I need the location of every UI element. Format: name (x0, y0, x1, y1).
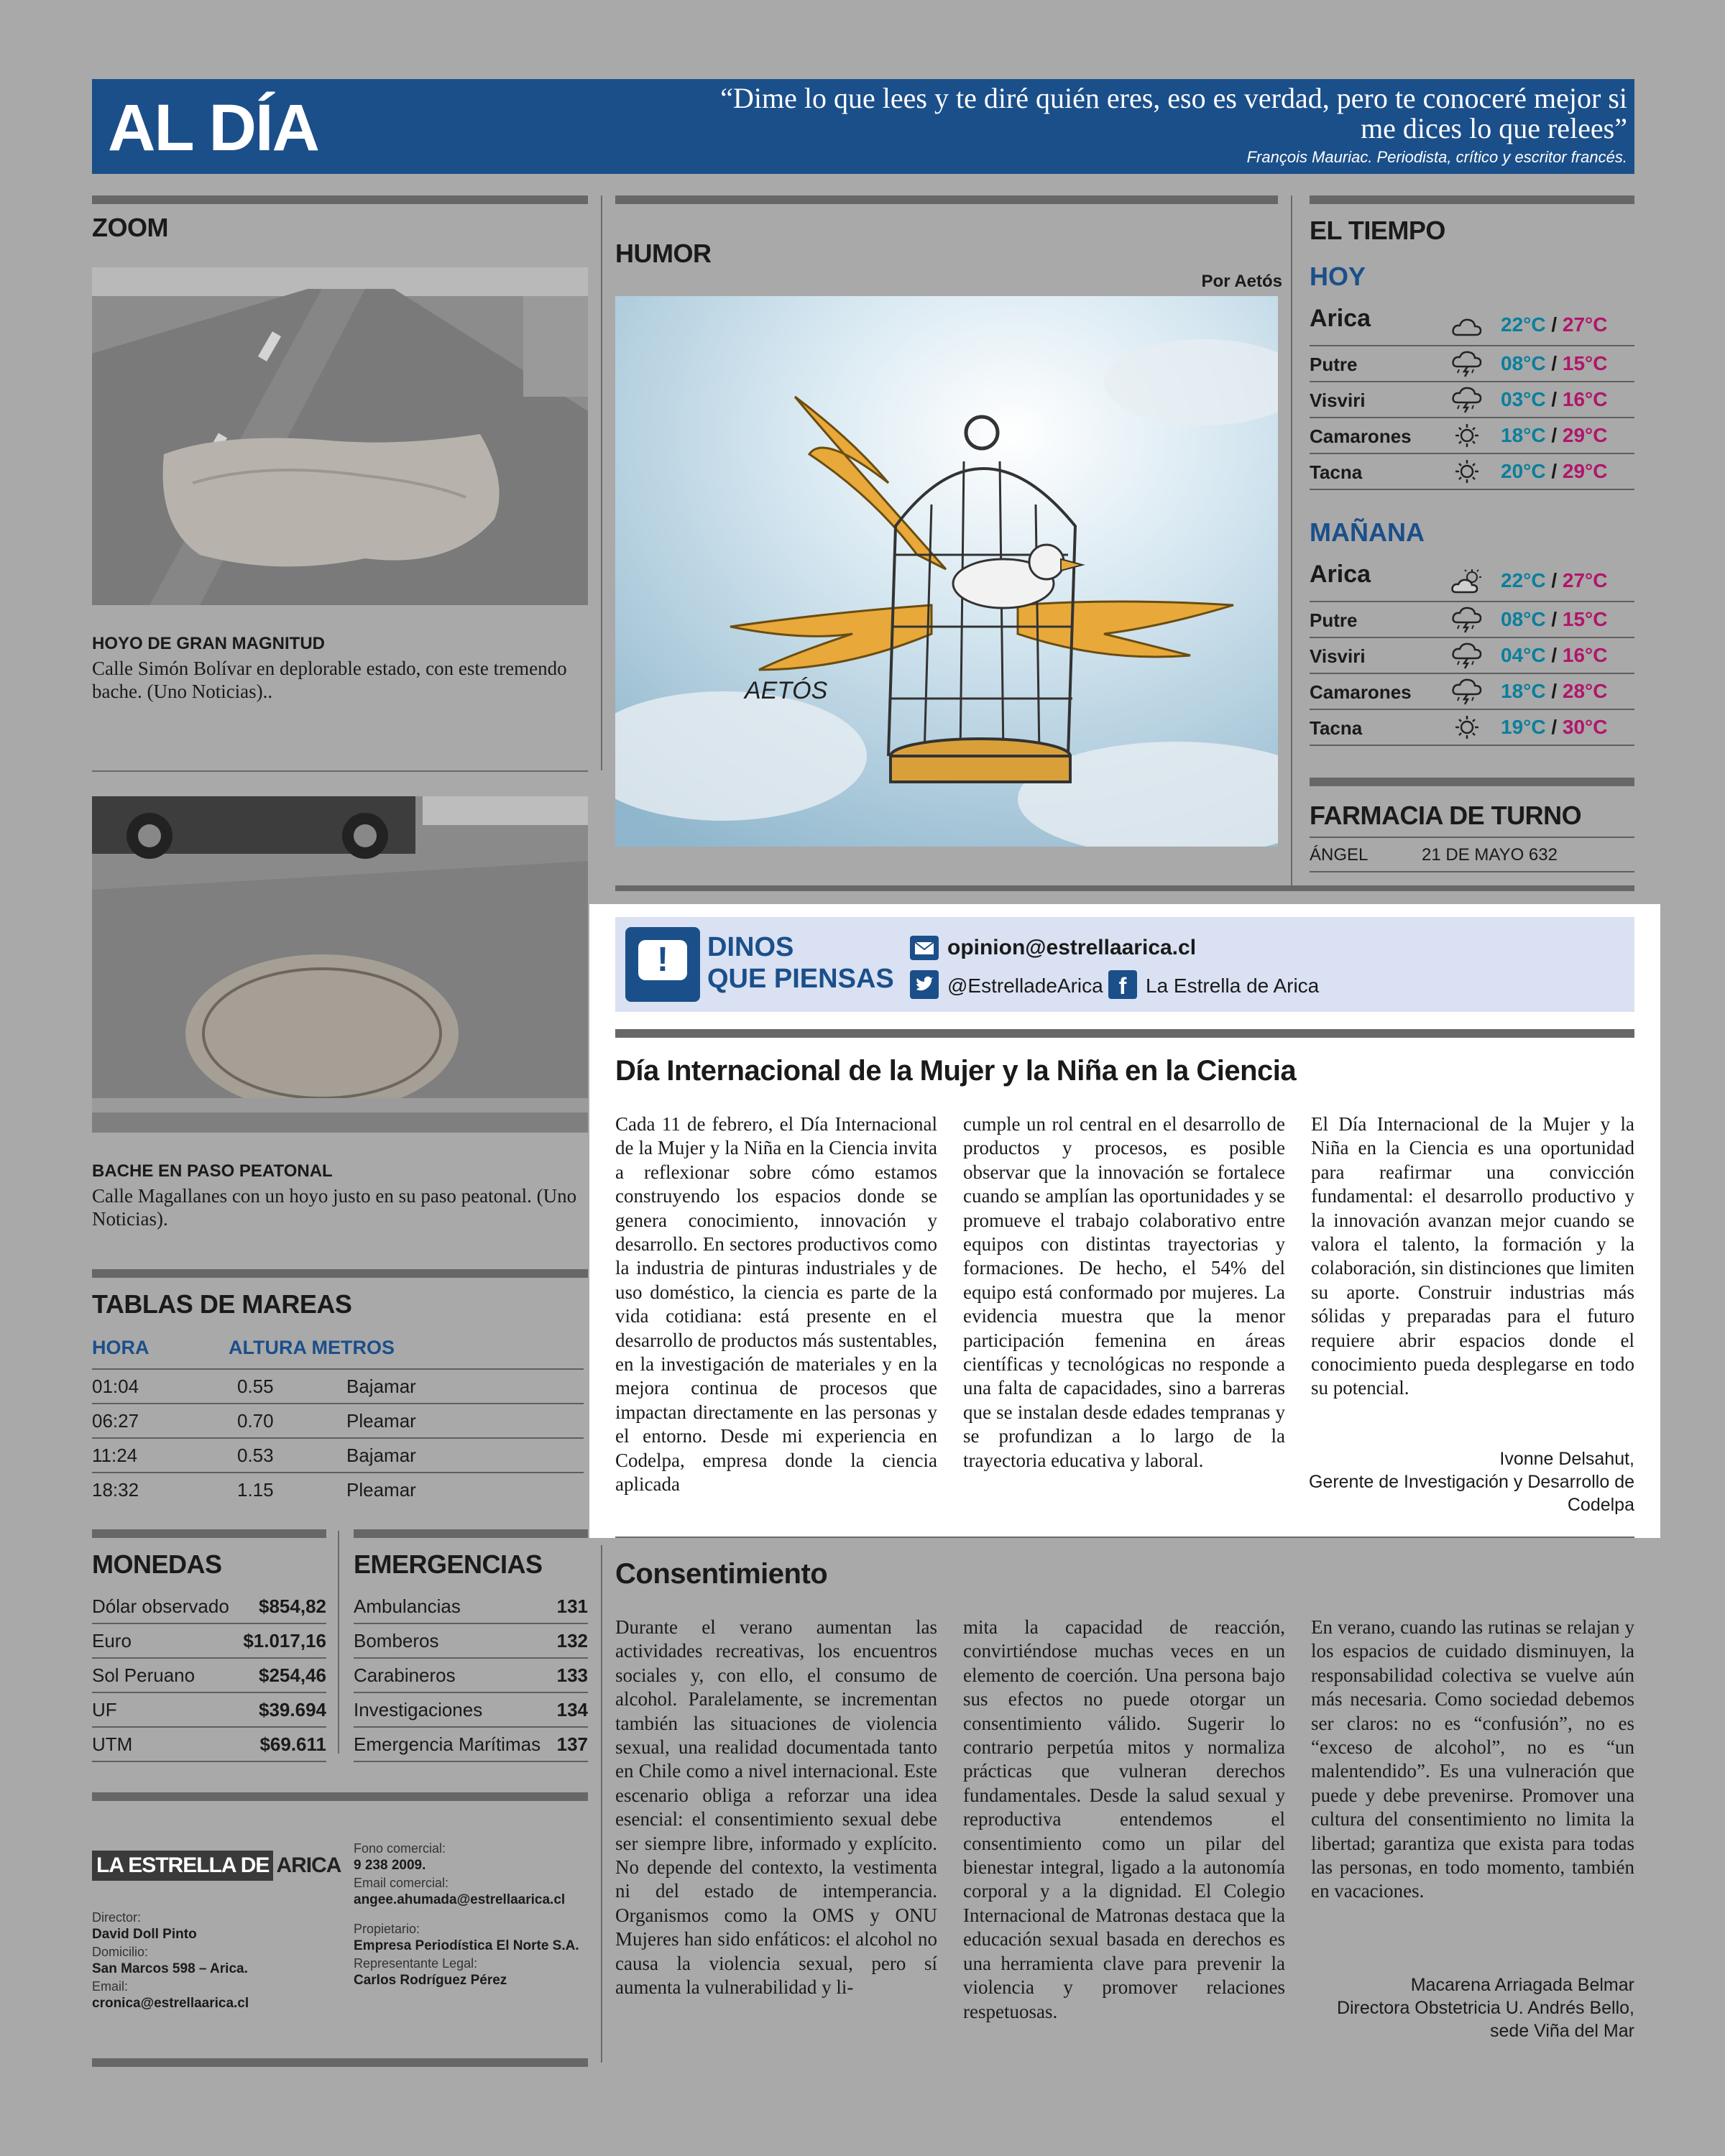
weather-temps (1501, 388, 1607, 411)
partly-cloudy-icon (1450, 568, 1484, 596)
emergency-number: 137 (556, 1733, 588, 1755)
road-pothole-image (92, 267, 588, 605)
email-com-label: Email comercial: (354, 1876, 449, 1890)
storm-icon (1450, 349, 1484, 378)
tide-row (92, 1473, 584, 1508)
dinos-email[interactable]: opinion@estrellaarica.cl (947, 936, 1197, 959)
weather-row (1310, 674, 1634, 710)
dinos-facebook[interactable]: La Estrella de Arica (1146, 975, 1320, 997)
credits-left (92, 1909, 336, 2012)
fono-label: Fono comercial: (354, 1841, 446, 1856)
article2-signature (1304, 1973, 1634, 2042)
weather-city: Camarones (1310, 681, 1412, 703)
mail-icon (910, 936, 939, 960)
zoom-caption-title-2: BACHE EN PASO PEATONAL (92, 1161, 333, 1181)
emergency-number: 132 (556, 1630, 588, 1651)
weather-temps (1501, 569, 1607, 592)
temp-separator: / (1545, 424, 1563, 446)
article1-signature (1304, 1447, 1634, 1516)
currency-name: UF (92, 1699, 117, 1720)
pharmacy-name: ÁNGEL (1310, 845, 1368, 865)
rep-value: Carlos Rodríguez Pérez (354, 1973, 507, 1988)
section-rule (1310, 195, 1634, 204)
zoom-photo-1[interactable] (92, 267, 588, 605)
director-name: David Doll Pinto (92, 1927, 197, 1942)
article1-role: Gerente de Investigación y Desarrollo de Codelpa (1308, 1472, 1634, 1515)
temp-min: 20°C (1501, 460, 1546, 482)
temp-separator: / (1545, 680, 1563, 702)
currency-name: Dólar observado (92, 1595, 229, 1617)
pharmacy-rule (1310, 871, 1634, 872)
weather-city: Arica (1310, 305, 1371, 332)
director-label: Director: (92, 1910, 142, 1925)
storm-icon (1450, 677, 1484, 706)
tides-col-hora: HORA (92, 1337, 150, 1358)
newspaper-logo (92, 1850, 344, 1881)
article1-column-3: El Día Internacional de la Mujer y la Niña en la Ciencia es una oportunidad para reafirmar una convicción fundamental: el desarrollo productivo y la innovación avanzan mejor cuando se valora el talento, la formación y la colaboración, sin distinciones que limiten su aporte. Construir industrias más sólidas y preparadas para el futuro requiere abrir espacios donde el conocimiento pueda desplegarse en todo su potencial. (1311, 1113, 1634, 1399)
weather-title: EL TIEMPO (1310, 216, 1445, 245)
emergency-name: Investigaciones (354, 1699, 483, 1720)
tides-title: TABLAS DE MAREAS (92, 1289, 352, 1319)
fono-value: 9 238 2009. (354, 1858, 426, 1873)
temp-separator: / (1545, 313, 1563, 336)
temp-min: 08°C (1501, 608, 1546, 630)
temp-min: 08°C (1501, 352, 1546, 374)
currency-row (92, 1693, 326, 1728)
section-header (92, 79, 1634, 174)
tide-type: Pleamar (346, 1410, 416, 1432)
temp-separator: / (1545, 569, 1563, 591)
currency-name: Euro (92, 1630, 132, 1651)
section-rule (615, 1029, 1634, 1038)
temp-separator: / (1545, 460, 1563, 482)
temp-min: 22°C (1501, 569, 1546, 591)
temp-separator: / (1545, 644, 1563, 666)
column-divider (601, 195, 602, 770)
weather-temps (1501, 313, 1607, 336)
zoom-title: ZOOM (92, 213, 168, 242)
section-rule (92, 770, 588, 772)
cartoon-signature: AETÓS (745, 677, 828, 704)
exclamation-icon: ! (638, 940, 687, 980)
storm-icon (1450, 385, 1484, 414)
weather-temps (1501, 424, 1607, 447)
emergency-row (354, 1590, 588, 1624)
column-divider (1291, 195, 1292, 885)
section-rule (615, 195, 1278, 204)
weather-city: Camarones (1310, 425, 1412, 447)
cartoon-bird-cage-image (615, 296, 1278, 847)
emergencies-title: EMERGENCIAS (354, 1549, 543, 1579)
column-divider (601, 1545, 602, 2063)
article2-column-1: Durante el verano aumentan las actividades recreativas, los encuentros sociales y, con ello, el consumo de alcohol. Paralelamente, se incrementan también las situaciones de violencia sexual, una realidad documentada tanto en Chile como a nivel internacional. Este escenario obliga a reforzar una idea esencial: el consentimiento sexual debe ser siempre libre, informado y explícito. No depende del contexto, la vestimenta ni del estado de intemperancia. Organismos como la OMS y ONU Mujeres han sido enfáticos: el alcohol no causa la violencia sexual, pero sí aumenta la vulnerabilidad y li- (615, 1616, 937, 1999)
weather-temps (1501, 608, 1607, 631)
section-title: AL DÍA (108, 91, 318, 165)
weather-row (1310, 558, 1634, 602)
emergency-name: Emergencia Marítimas (354, 1733, 541, 1755)
section-rule (1310, 778, 1634, 786)
crosswalk-pothole-image (92, 796, 588, 1133)
temp-max: 27°C (1562, 313, 1608, 336)
article1-author: Ivonne Delsahut, (1499, 1449, 1634, 1469)
header-quote-author: François Mauriac. Periodista, crítico y escritor francés. (1246, 148, 1627, 166)
pharmacy-address: 21 DE MAYO 632 (1422, 845, 1558, 865)
article2-role: Directora Obstetricia U. Andrés Bello, sede Viña del Mar (1336, 1998, 1634, 2041)
weather-row (1310, 382, 1634, 418)
emergency-row (354, 1728, 588, 1762)
weather-tomorrow-label: MAÑANA (1310, 517, 1425, 547)
currency-value: $254,46 (259, 1664, 326, 1686)
article1-title: Día Internacional de la Mujer y la Niña en la Ciencia (615, 1055, 1297, 1087)
sun-icon (1450, 421, 1484, 450)
weather-row (1310, 302, 1634, 346)
emergency-number: 131 (556, 1595, 588, 1617)
article1-column-2: cumple un rol central en el desarrollo de productos y procesos, es posible observar que la innovación se fortalece cuando se amplían las oportunidades y se promueve el trabajo colaborativo entre equipos con distintas trayectorias y formaciones. De hecho, el 54% del equipo está conformado por mujeres. La evidencia muestra que la menor participación femenina en áreas científicas y tecnológicas no responde a una falta de capacidades, sino a barreras que se instalan desde edades tempranas y se profundizan a lo largo de la trayectoria educativa y laboral. (963, 1113, 1285, 1471)
currency-value: $39.694 (259, 1699, 326, 1720)
article2-title: Consentimiento (615, 1558, 828, 1590)
zoom-caption-text-2: Calle Magallanes con un hoyo justo en su paso peatonal. (Uno Noticias). (92, 1185, 577, 1230)
emergency-name: Bomberos (354, 1630, 439, 1651)
section-rule (615, 1537, 1634, 1538)
weather-today-label: HOY (1310, 262, 1366, 291)
cloudy-icon (1450, 312, 1484, 341)
storm-icon (1450, 605, 1484, 634)
currency-row (92, 1590, 326, 1624)
weather-city: Tacna (1310, 717, 1363, 739)
temp-separator: / (1545, 716, 1563, 738)
temp-min: 18°C (1501, 424, 1546, 446)
temp-min: 22°C (1501, 313, 1546, 336)
temp-separator: / (1545, 352, 1563, 374)
logo-part-b: ARICA (276, 1853, 341, 1877)
propietario-label: Propietario: (354, 1922, 420, 1936)
dinos-box (615, 917, 1634, 1012)
tide-height: 0.70 (237, 1410, 274, 1432)
sun-icon (1450, 457, 1484, 486)
tide-row (92, 1439, 584, 1473)
currencies-title: MONEDAS (92, 1549, 222, 1579)
dinos-twitter[interactable]: @EstrelladeArica (947, 975, 1103, 997)
section-rule (615, 885, 1634, 891)
storm-icon (1450, 641, 1484, 670)
temp-max: 30°C (1562, 716, 1608, 738)
article2-column-3: En verano, cuando las rutinas se relajan y los espacios de cuidado disminuyen, la responsabilidad colectiva se vuelve aún más necesaria. Como sociedad debemos ser claros: no es “confusión”, no es “exceso de alcohol”, no es “un malentendido”. Es una vulneración que puede y debe prevenirse. Promover una cultura del consentimiento no limita la libertad; garantiza que exista para todas las personas, en todo momento, también en vacaciones. (1311, 1616, 1634, 1902)
currency-row (92, 1624, 326, 1659)
weather-row (1310, 710, 1634, 746)
weather-city: Tacna (1310, 461, 1363, 483)
weather-row (1310, 602, 1634, 638)
emergency-row (354, 1693, 588, 1728)
header-quote: “Dime lo que lees y te diré quién eres, eso es verdad, pero te conoceré mejor si me dices lo que relees” (720, 82, 1627, 144)
tide-row (92, 1370, 584, 1404)
email-com-value[interactable]: angee.ahumada@estrellaarica.cl (354, 1892, 566, 1907)
temp-max: 27°C (1562, 569, 1608, 591)
temp-min: 19°C (1501, 716, 1546, 738)
tide-time: 18:32 (92, 1479, 139, 1501)
tide-time: 01:04 (92, 1376, 139, 1397)
article2-column-2: mita la capacidad de reacción, convirtiéndose muchas veces en un elemento de coerción. Una persona bajo sus efectos no puede otorgar un consentimiento válido. Sugerir lo contrario perpetúa mitos y normaliza prácticas que vulneran derechos fundamentales. Desde la salud sexual y reproductiva entendemos el consentimiento como un pilar del bienestar integral, ligado a la autonomía corporal y a la dignidad. El Colegio Internacional de Matronas destaca que la educación sexual basada en derechos es una herramienta clave para prevenir la violencia y promover relaciones respetuosas. (963, 1616, 1285, 2022)
pharmacy-rule (1310, 837, 1634, 838)
currency-value: $854,82 (259, 1595, 326, 1617)
tide-height: 0.53 (237, 1445, 274, 1466)
article2-author: Macarena Arriagada Belmar (1410, 1975, 1634, 1995)
section-rule (92, 1529, 326, 1538)
emergency-name: Ambulancias (354, 1595, 461, 1617)
speech-bubble-icon (625, 927, 700, 1002)
rep-label: Representante Legal: (354, 1956, 478, 1971)
weather-city: Visviri (1310, 645, 1366, 667)
emergency-row (354, 1624, 588, 1659)
zoom-caption-text-1: Calle Simón Bolívar en deplorable estado, con este tremendo bache. (Uno Noticias).. (92, 658, 567, 702)
section-rule (92, 2058, 588, 2067)
sun-icon (1450, 713, 1484, 742)
section-rule (92, 1792, 588, 1801)
twitter-icon (910, 970, 939, 999)
tide-row (92, 1404, 584, 1439)
temp-max: 15°C (1562, 352, 1608, 374)
weather-city: Putre (1310, 354, 1358, 375)
email-value[interactable]: cronica@estrellaarica.cl (92, 1996, 249, 2011)
humor-author: Por Aetós (1201, 272, 1282, 291)
dinos-line-1: DINOS (707, 932, 794, 962)
section-rule (92, 1269, 588, 1278)
credits-right (354, 1840, 591, 1989)
article1-column-1: Cada 11 de febrero, el Día Internacional de la Mujer y la Niña en la Ciencia invita a reflexionar sobre cómo estamos construyendo los espacios donde se genera conocimiento, innovación y desarrollo. En sectores productivos como la industria de pinturas industriales y de uso doméstico, la ciencia es parte de la vida cotidiana: está presente en el desarrollo de productos más sustentables, en la investigación de materiales y en la mejora continua de procesos que impactan directamente en las personas y el entorno. Desde mi experiencia en Codelpa, empresa donde la ciencia aplicada (615, 1113, 937, 1496)
temp-max: 15°C (1562, 608, 1608, 630)
temp-separator: / (1545, 608, 1563, 630)
weather-row (1310, 418, 1634, 454)
currency-name: Sol Peruano (92, 1664, 196, 1686)
temp-separator: / (1545, 388, 1563, 410)
temp-max: 16°C (1562, 644, 1608, 666)
weather-temps (1501, 644, 1607, 667)
currency-row (92, 1659, 326, 1693)
humor-title: HUMOR (615, 239, 712, 268)
domicilio-label: Domicilio: (92, 1945, 149, 1959)
currency-value: $69.611 (259, 1733, 326, 1755)
temp-max: 29°C (1562, 424, 1608, 446)
weather-city: Arica (1310, 561, 1371, 588)
temp-max: 29°C (1562, 460, 1608, 482)
temp-min: 18°C (1501, 680, 1546, 702)
currency-row (92, 1728, 326, 1762)
currency-name: UTM (92, 1733, 133, 1755)
tide-time: 06:27 (92, 1410, 139, 1432)
tides-col-altura: ALTURA METROS (229, 1337, 395, 1358)
temp-min: 03°C (1501, 388, 1546, 410)
zoom-caption-title-1: HOYO DE GRAN MAGNITUD (92, 634, 325, 653)
temp-max: 16°C (1562, 388, 1608, 410)
weather-temps (1501, 716, 1607, 739)
weather-row (1310, 638, 1634, 674)
emergency-number: 134 (556, 1699, 588, 1720)
tide-height: 1.15 (237, 1479, 274, 1501)
currency-value: $1.017,16 (243, 1630, 326, 1651)
temp-min: 04°C (1501, 644, 1546, 666)
section-rule (354, 1529, 588, 1538)
tide-type: Bajamar (346, 1445, 416, 1466)
pharmacy-title: FARMACIA DE TURNO (1310, 801, 1582, 830)
temp-max: 28°C (1562, 680, 1608, 702)
weather-temps (1501, 460, 1607, 483)
logo-part-a: LA ESTRELLA DE (92, 1851, 273, 1881)
tide-type: Pleamar (346, 1479, 416, 1501)
column-divider (338, 1531, 339, 1754)
tide-time: 11:24 (92, 1445, 138, 1466)
emergency-row (354, 1659, 588, 1693)
tide-height: 0.55 (237, 1376, 274, 1397)
section-rule (92, 195, 588, 204)
tide-type: Bajamar (346, 1376, 416, 1397)
email-label: Email: (92, 1979, 129, 1994)
weather-temps (1501, 680, 1607, 703)
domicilio-value: San Marcos 598 – Arica. (92, 1961, 248, 1976)
weather-city: Visviri (1310, 390, 1366, 411)
weather-temps (1501, 352, 1607, 375)
emergency-name: Carabineros (354, 1664, 456, 1686)
weather-row (1310, 454, 1634, 490)
zoom-photo-2[interactable] (92, 796, 588, 1133)
weather-row (1310, 346, 1634, 382)
weather-city: Putre (1310, 609, 1358, 631)
propietario-value: Empresa Periodística El Norte S.A. (354, 1938, 579, 1953)
dinos-heading (707, 931, 894, 995)
dinos-line-2: QUE PIENSAS (707, 964, 894, 994)
humor-cartoon[interactable] (615, 296, 1278, 847)
emergency-number: 133 (556, 1664, 588, 1686)
facebook-icon: f (1108, 970, 1137, 999)
